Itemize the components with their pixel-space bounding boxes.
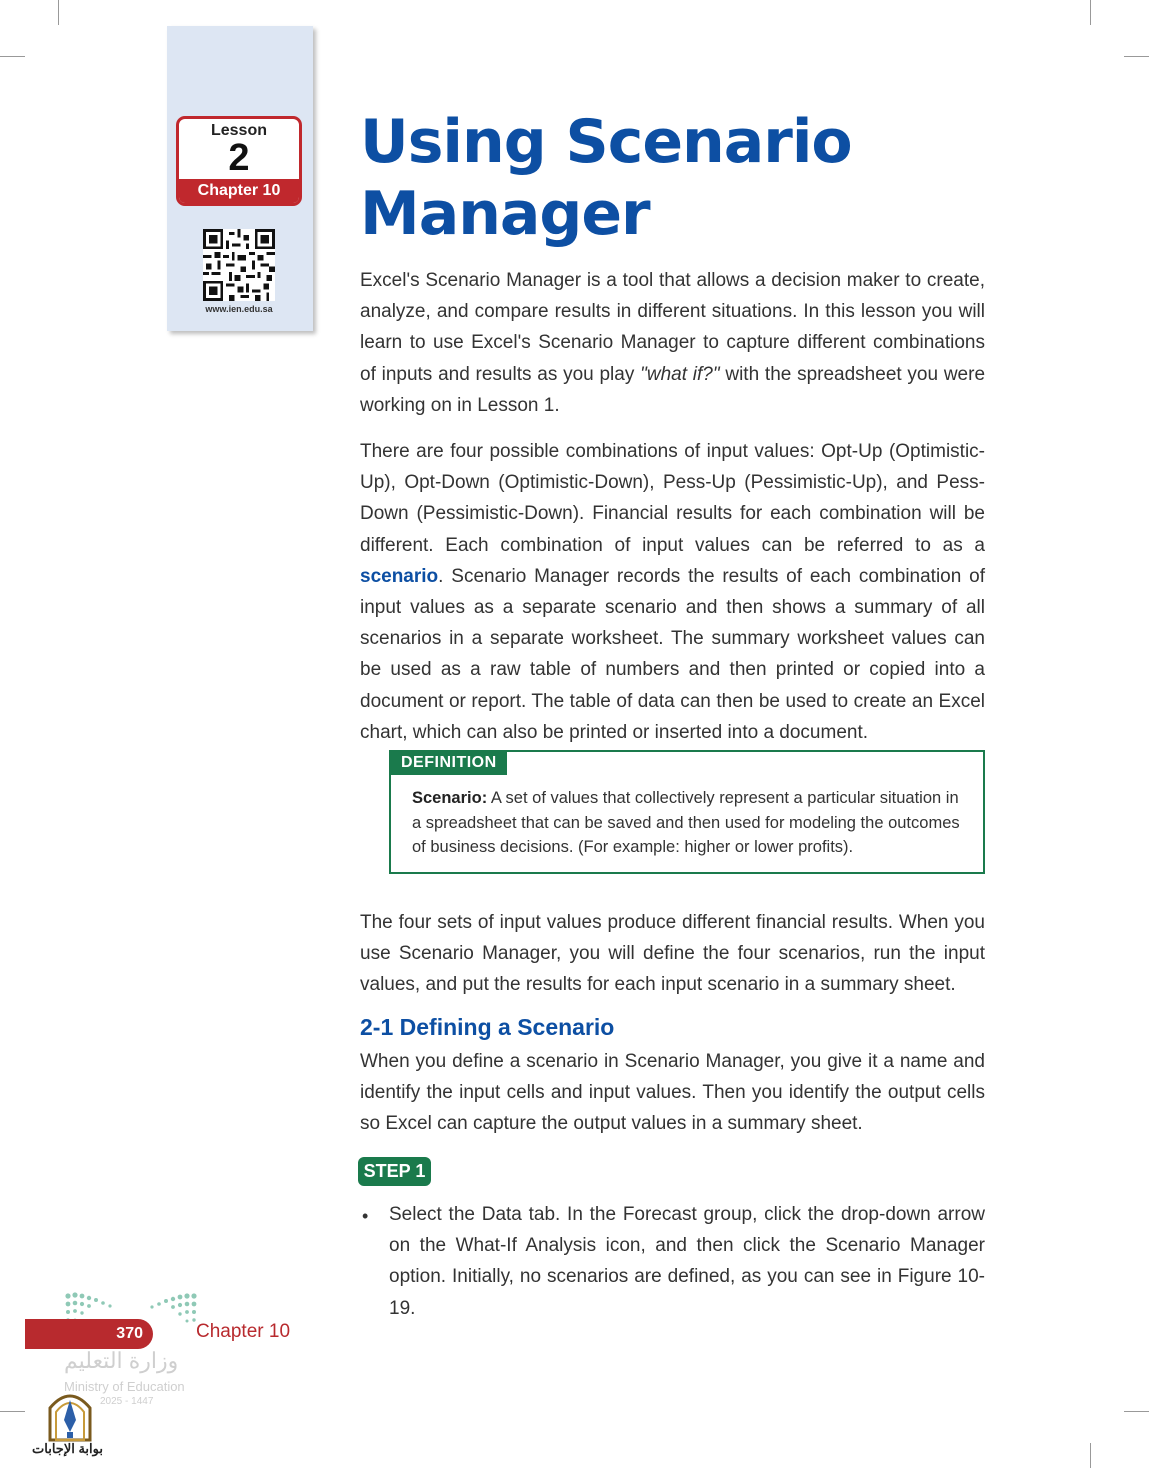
- scenario-keyword: scenario: [360, 565, 439, 587]
- title-line-1: Using Scenario: [360, 107, 852, 177]
- step-instruction: Select the Data tab. In the Forecast group, click the drop-down arrow on the What-If Analysis icon, and then click the Scenario Manager option. Initially, no scenarios are defined, as you can see in Figure 10-19.: [389, 1204, 985, 1319]
- lesson-badge: [176, 116, 302, 206]
- definition-body: A set of values that collectively represent a particular situation in a spreadsheet that can be saved and then used for modeling the outcomes of business decisions. (For example: higher or lower profits).: [412, 789, 960, 856]
- answers-portal-label: بوابة الإجابات: [32, 1441, 103, 1456]
- section-paragraph: When you define a scenario in Scenario Manager, you give it a name and identify the input cells and input values. Then you identify the output cells so Excel can capture the output values in a summary sheet.: [360, 1051, 985, 1135]
- lesson-number: 2: [228, 137, 250, 179]
- crop-mark: [1090, 1443, 1091, 1468]
- crop-mark: [58, 0, 59, 25]
- page-number: 370: [25, 1319, 153, 1349]
- intro-paragraph: [360, 265, 985, 421]
- crop-mark: [0, 1411, 25, 1412]
- intro-italic: "what if?": [640, 363, 720, 385]
- definition-text: [412, 786, 972, 860]
- ministry-name-arabic: وزارة التعليم: [64, 1348, 179, 1373]
- answers-portal-logo-icon: [46, 1386, 94, 1442]
- definition-term: Scenario:: [412, 789, 488, 807]
- intro-text: Excel's Scenario Manager is a tool that allows a decision maker to create, analyze, and compare results in different situations. In this lesson you will learn to use Excel's Scenario Manager to capture different combinations of inputs and results as you play: [360, 270, 985, 385]
- definition-box: [389, 750, 985, 874]
- crop-mark: [0, 56, 25, 57]
- crop-mark: [1124, 1411, 1149, 1412]
- title-line-2: Manager: [360, 179, 650, 249]
- bullet-marker: •: [362, 1206, 369, 1226]
- section-heading: 2-1 Defining a Scenario: [360, 1014, 615, 1040]
- combinations-text-end: . Scenario Manager records the results of each combination of input values as a separate scenario and then shows a summary of all scenarios in a separate worksheet. The summary worksheet values can be used as a raw table of numbers and then printed or copied into a document or report. The table of data can then be used to create an Excel chart, which can also be printed or inserted into a document.: [360, 565, 985, 743]
- four-sets-paragraph: The four sets of input values produce different financial results. When you use Scenario Manager, you will define the four scenarios, run the input values, and put the results for each input scenario in a summary sheet.: [360, 912, 985, 996]
- crop-mark: [1124, 56, 1149, 57]
- step-badge: STEP 1: [358, 1157, 431, 1186]
- intro-text-end: with the spreadsheet you were working on in Lesson 1.: [360, 363, 986, 416]
- qr-url[interactable]: www.ien.edu.sa: [205, 304, 273, 314]
- footer-chapter: Chapter 10: [196, 1321, 291, 1342]
- ministry-name-english: Ministry of Education: [64, 1379, 185, 1394]
- definition-label: DEFINITION: [391, 752, 507, 775]
- combinations-text: There are four possible combinations of input values: Opt-Up (Optimistic-Up), Opt-Down (Optimistic-Down), Pess-Up (Pessimistic-Up), and Pess-Down (Pessimistic-Down). Financial results for each combination will be different. Each combination of input values can be referred to as a: [360, 441, 985, 556]
- combinations-paragraph: [360, 436, 985, 748]
- lesson-chapter-label: Chapter 10: [179, 179, 299, 203]
- lesson-word: Lesson: [210, 122, 267, 139]
- page-title: [360, 106, 920, 250]
- crop-mark: [1090, 0, 1091, 25]
- qr-code-icon[interactable]: [203, 229, 275, 301]
- ministry-year: 2025 - 1447: [100, 1396, 154, 1407]
